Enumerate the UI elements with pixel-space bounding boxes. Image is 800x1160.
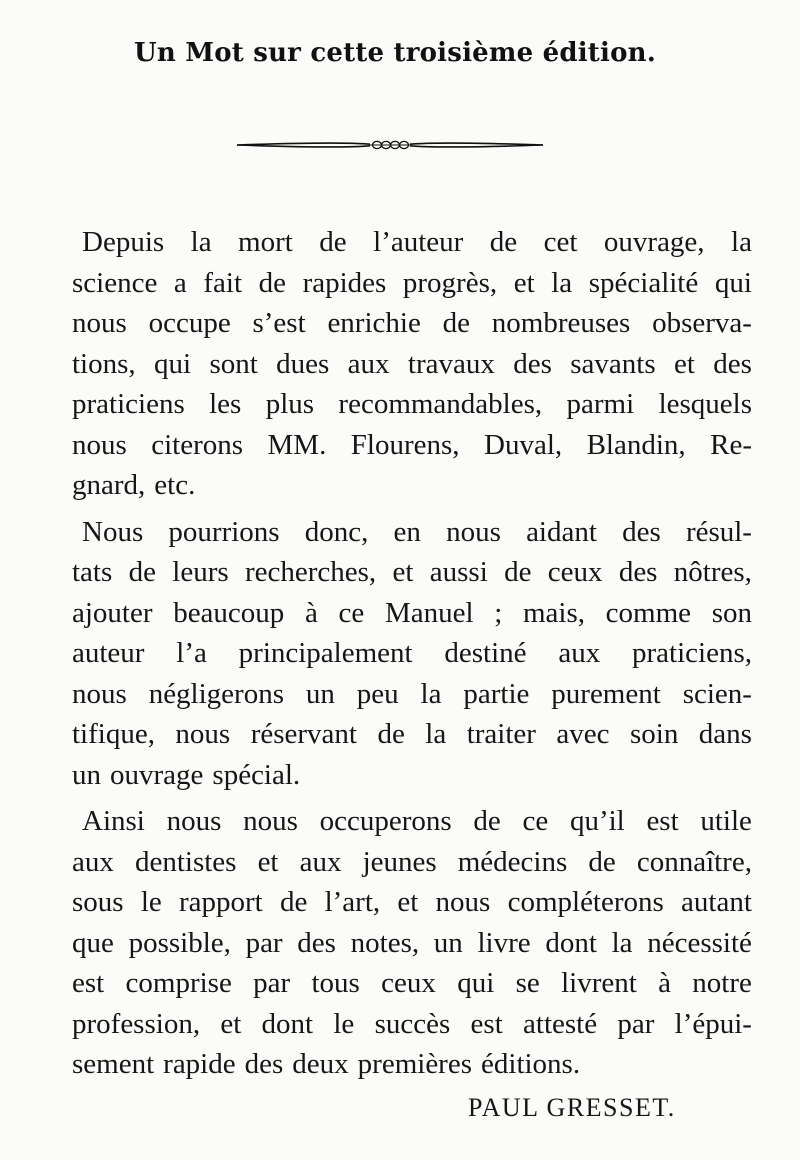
text-line: nous occupe s’est enrichie de nombreuses observa-: [72, 307, 752, 339]
signature: PAUL GRESSET.: [468, 1093, 676, 1122]
text-line: nous négligerons un peu la partie purement scien-: [72, 677, 752, 710]
text-line: gnard, etc.: [72, 469, 196, 501]
double-line-ornament-icon: [235, 136, 545, 154]
text-line: Depuis la mort de l’auteur de cet ouvrage, la: [82, 226, 752, 258]
text-line: sement rapide des deux premières éditions.: [72, 1048, 581, 1080]
text-line: profession, et dont le succès est attesté par l’épui-: [72, 1007, 752, 1040]
text-line: que possible, par des notes, un livre dont la nécessité: [72, 926, 752, 959]
text-line: nous citerons MM. Flourens, Duval, Blandin, Re-: [72, 428, 752, 461]
preface-text: [72, 222, 752, 1085]
text-line: auteur l’a principalement destiné aux praticiens,: [72, 637, 752, 669]
text-line: sous le rapport de l’art, et nous compléterons autant: [72, 886, 752, 918]
text-line: aux dentistes et aux jeunes médecins de connaître,: [72, 845, 752, 878]
text-line: praticiens les plus recommandables, parmi lesquels: [72, 388, 752, 420]
text-line: Ainsi nous nous occuperons de ce qu’il est utile: [82, 805, 752, 837]
text-line: est comprise par tous ceux qui se livrent à notre: [72, 967, 752, 999]
text-line: un ouvrage spécial.: [72, 758, 301, 791]
text-line: tats de leurs recherches, et aussi de ceux des nôtres,: [72, 556, 752, 588]
page-title: Un Mot sur cette troisième édition.: [134, 38, 656, 68]
text-line: tifique, nous réservant de la traiter avec soin dans: [72, 718, 752, 750]
text-line: science a fait de rapides progrès, et la spécialité qui: [72, 266, 752, 299]
text-line: Nous pourrions donc, en nous aidant des résul-: [82, 515, 752, 548]
text-line: ajouter beaucoup à ce Manuel ; mais, comme son: [72, 596, 752, 629]
text-line: tions, qui sont dues aux travaux des savants et des: [72, 347, 752, 380]
